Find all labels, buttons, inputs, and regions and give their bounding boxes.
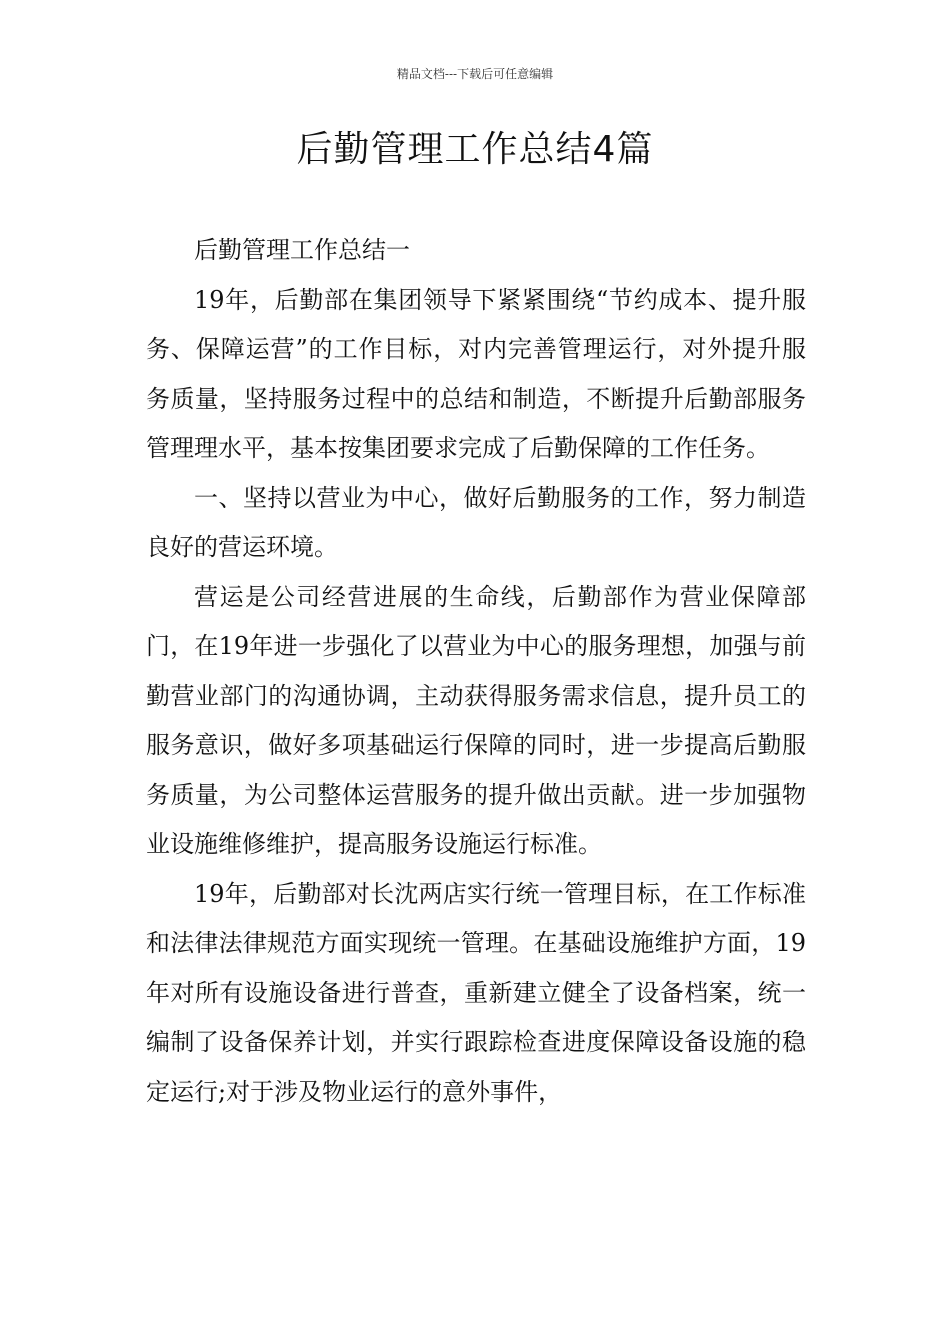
- paragraph: 19年，后勤部在集团领导下紧紧围绕“节约成本、提升服务、保障运营”的工作目标，对内完善管理运行，对外提升服务质量，坚持服务过程中的总结和制造，不断提升后勤部服务管理理水平，基本按集团要求完成了后勤保障的工作任务。: [146, 285, 806, 462]
- section-heading: 后勤管理工作总结一: [194, 236, 410, 264]
- paragraph: 19年，后勤部对长沈两店实行统一管理目标，在工作标准和法律法律规范方面实现统一管理。在基础设施维护方面，19年对所有设施设备进行普查，重新建立健全了设备档案，统一编制了设备保养计划，并实行跟踪检查进度保障设备设施的稳定运行;对于涉及物业运行的意外事件，: [146, 879, 806, 1106]
- paragraph: 营运是公司经营进展的生命线，后勤部作为营业保障部门，在19年进一步强化了以营业为中心的服务理想，加强与前勤营业部门的沟通协调，主动获得服务需求信息，提升员工的服务意识，做好多项基础运行保障的同时，进一步提高后勤服务质量，为公司整体运营服务的提升做出贡献。进一步加强物业设施维修维护，提高服务设施运行标准。: [146, 582, 806, 858]
- paragraph: 一、坚持以营业为中心，做好后勤服务的工作，努力制造良好的营运环境。: [146, 483, 806, 561]
- document-title: 后勤管理工作总结4篇: [296, 129, 654, 170]
- document-body: [146, 226, 806, 1117]
- page-header: 精品文档---下载后可任意编辑: [396, 67, 554, 81]
